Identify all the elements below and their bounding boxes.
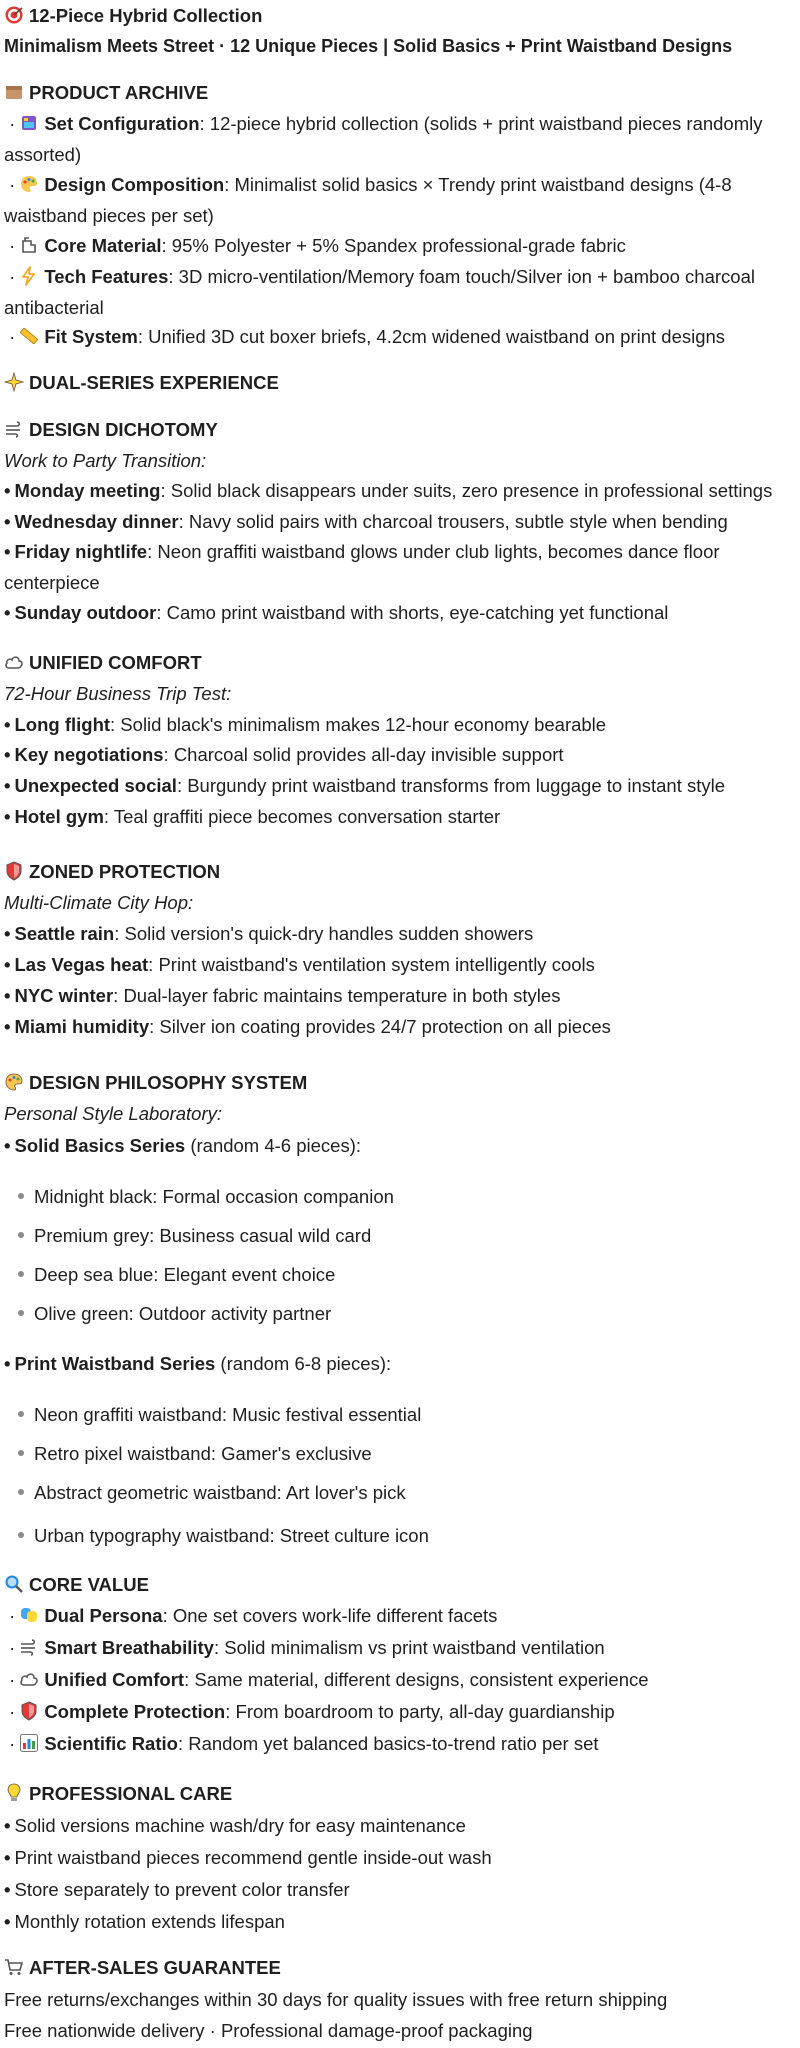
- section-heading-dual-series: DUAL-SERIES EXPERIENCE: [4, 368, 794, 399]
- section-heading-core-value: CORE VALUE: [4, 1570, 794, 1601]
- list-item: • Sunday outdoor: Camo print waistband with shorts, eye-catching yet functional: [4, 602, 669, 623]
- cloud-icon: [4, 652, 24, 672]
- target-icon: [4, 5, 24, 25]
- lightning-icon: [19, 266, 39, 286]
- sparkle-icon: [4, 372, 24, 392]
- list-item: • Las Vegas heat: Print waistband's ventilation system intelligently cools: [4, 954, 595, 975]
- list-item: • Hotel gym: Teal graffiti piece becomes conversation starter: [4, 806, 501, 827]
- series-heading: • Print Waistband Series (random 6-8 pieces):: [4, 1353, 392, 1374]
- list-item: • Store separately to prevent color transfer: [4, 1879, 350, 1900]
- series-heading: • Solid Basics Series (random 4-6 pieces):: [4, 1135, 362, 1156]
- value-item: · Complete Protection: From boardroom to party, all-day guardianship: [4, 1701, 615, 1722]
- section-intro: Personal Style Laboratory:: [4, 1103, 223, 1124]
- guarantee-line: Free nationwide delivery · Professional damage-proof packaging: [4, 2020, 533, 2041]
- wind-icon: [4, 419, 24, 439]
- ruler-icon: [19, 326, 39, 346]
- list-item: Urban typography waistband: Street culture icon: [18, 1521, 778, 1551]
- shopping-cart-icon: [4, 1957, 24, 1977]
- masks-icon: [19, 1605, 39, 1625]
- list-item: • Unexpected social: Burgundy print waistband transforms from luggage to instant style: [4, 775, 726, 796]
- box-icon: [4, 82, 24, 102]
- value-item: · Unified Comfort: Same material, different designs, consistent experience: [4, 1669, 649, 1690]
- archive-item: · Fit System: Unified 3D cut boxer briefs, 4.2cm widened waistband on print designs: [4, 326, 726, 347]
- list-item: Deep sea blue: Elegant event choice: [18, 1260, 778, 1290]
- section-intro: 72-Hour Business Trip Test:: [4, 683, 232, 704]
- page-title: 12-Piece Hybrid Collection: [4, 1, 794, 32]
- wind-icon: [19, 1637, 39, 1657]
- value-item: · Smart Breathability: Solid minimalism vs print waistband ventilation: [4, 1637, 605, 1658]
- list-item: Olive green: Outdoor activity partner: [18, 1299, 778, 1329]
- section-heading-dichotomy: DESIGN DICHOTOMY: [4, 415, 794, 446]
- artist-palette-icon: [19, 174, 39, 194]
- list-item: • NYC winter: Dual-layer fabric maintains temperature in both styles: [4, 985, 561, 1006]
- list-item: Neon graffiti waistband: Music festival essential: [18, 1400, 778, 1430]
- section-heading-care: PROFESSIONAL CARE: [4, 1779, 794, 1810]
- artist-palette-icon: [4, 1072, 24, 1092]
- list-item: • Monthly rotation extends lifespan: [4, 1911, 285, 1932]
- cloud-icon: [19, 1669, 39, 1689]
- section-heading-comfort: UNIFIED COMFORT: [4, 648, 794, 679]
- shield-icon: [19, 1701, 39, 1721]
- section-heading-philosophy: DESIGN PHILOSOPHY SYSTEM: [4, 1068, 794, 1099]
- shield-icon: [4, 861, 24, 881]
- lightbulb-icon: [4, 1783, 24, 1803]
- bar-chart-icon: [19, 1733, 39, 1753]
- list-item: • Wednesday dinner: Navy solid pairs with charcoal trousers, subtle style when bending: [4, 511, 728, 532]
- subtitle: Minimalism Meets Street · 12 Unique Pieces | Solid Basics + Print Waistband Designs: [4, 36, 733, 56]
- list-item: Premium grey: Business casual wild card: [18, 1221, 778, 1251]
- list-item: Midnight black: Formal occasion companion: [18, 1182, 778, 1212]
- archive-item: · Core Material: 95% Polyester + 5% Spandex professional-grade fabric: [4, 235, 626, 256]
- list-item: • Monday meeting: Solid black disappears under suits, zero presence in professional settings: [4, 480, 773, 501]
- guarantee-line: Free returns/exchanges within 30 days for quality issues with free return shipping: [4, 1989, 668, 2010]
- list-item: Abstract geometric waistband: Art lover's pick: [18, 1478, 778, 1508]
- list-item: • Seattle rain: Solid version's quick-dry handles sudden showers: [4, 923, 534, 944]
- value-item: · Scientific Ratio: Random yet balanced basics-to-trend ratio per set: [4, 1733, 599, 1754]
- palette-icon: [19, 113, 39, 133]
- section-heading-after-sales: AFTER-SALES GUARANTEE: [4, 1953, 794, 1984]
- list-item: • Print waistband pieces recommend gentle inside-out wash: [4, 1847, 492, 1868]
- section-heading-archive: PRODUCT ARCHIVE: [4, 78, 794, 109]
- sewing-icon: [19, 235, 39, 255]
- list-item: • Solid versions machine wash/dry for easy maintenance: [4, 1815, 466, 1836]
- list-item: • Friday nightlife: Neon graffiti waistband glows under club lights, becomes dance floor centerpiece: [4, 541, 720, 593]
- list-item: • Long flight: Solid black's minimalism makes 12-hour economy bearable: [4, 714, 607, 735]
- list-item: • Key negotiations: Charcoal solid provides all-day invisible support: [4, 744, 564, 765]
- value-item: · Dual Persona: One set covers work-life different facets: [4, 1605, 498, 1626]
- archive-item: · Tech Features: 3D micro-ventilation/Memory foam touch/Silver ion + bamboo charcoal antibacterial: [4, 266, 755, 318]
- section-intro: Multi-Climate City Hop:: [4, 892, 194, 913]
- magnifier-icon: [4, 1574, 24, 1594]
- archive-item: · Set Configuration: 12-piece hybrid collection (solids + print waistband pieces randomly assorted): [4, 113, 763, 165]
- list-item: • Miami humidity: Silver ion coating provides 24/7 protection on all pieces: [4, 1016, 611, 1037]
- section-intro: Work to Party Transition:: [4, 450, 207, 471]
- archive-item: · Design Composition: Minimalist solid basics × Trendy print waistband designs (4-8 waistband pieces per set): [4, 174, 732, 226]
- section-heading-protection: ZONED PROTECTION: [4, 857, 794, 888]
- list-item: Retro pixel waistband: Gamer's exclusive: [18, 1439, 778, 1469]
